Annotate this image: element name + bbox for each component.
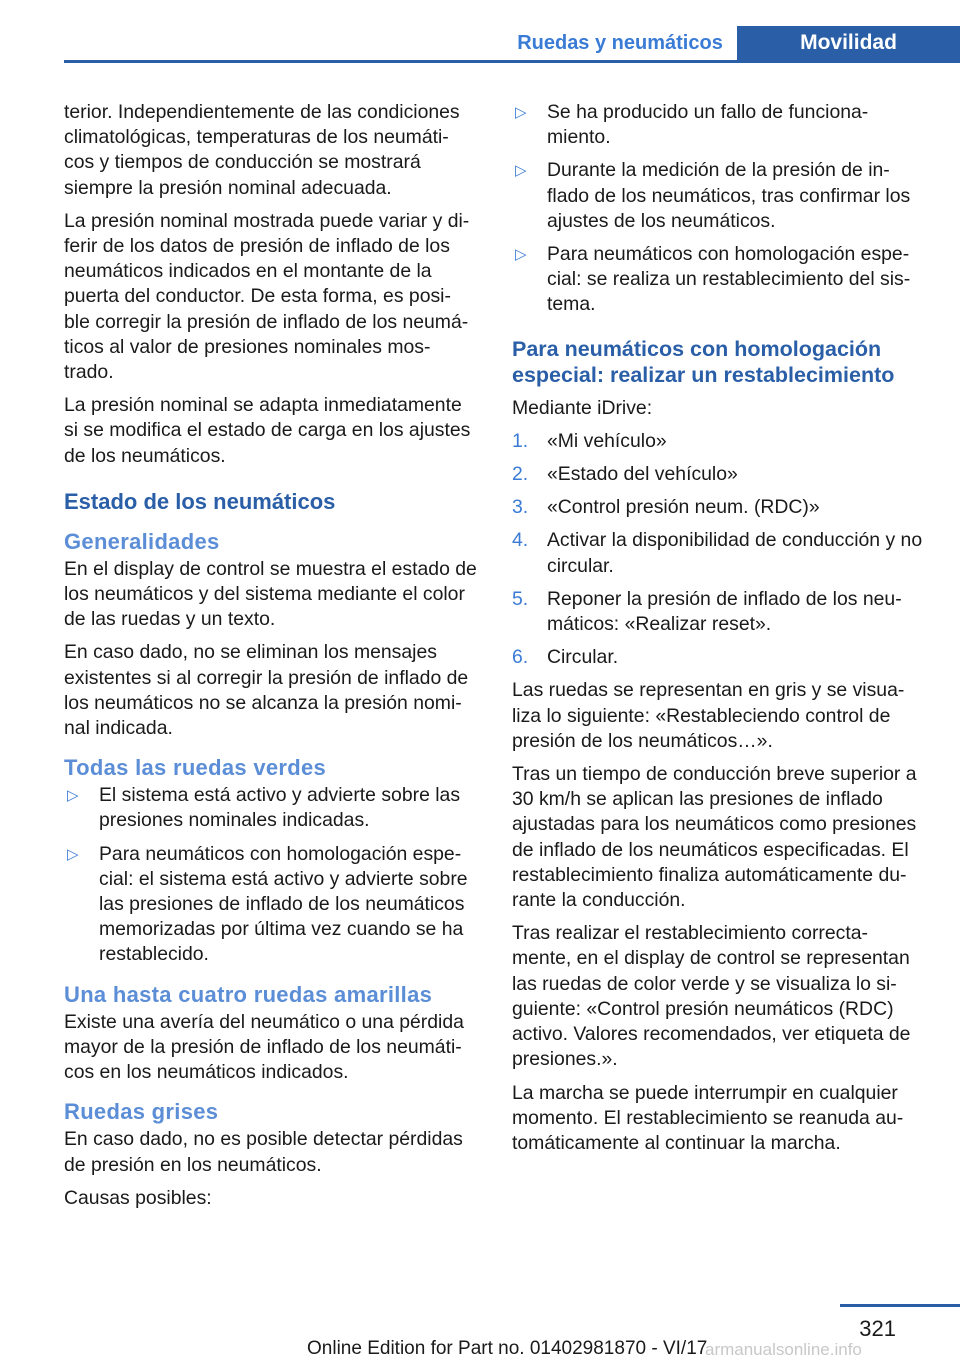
header-section-tab: Ruedas y neumáticos	[517, 32, 723, 54]
list-item: ▷ Se ha producido un fallo de funciona‐ miento.	[515, 101, 869, 149]
triangle-bullet-icon: ▷	[515, 246, 527, 264]
paragraph: Las ruedas se representan en gris y se visua‐ liza lo siguiente: «Restableciendo control de presión de los neumáticos…».	[512, 679, 905, 752]
step-item: 5. Reponer la presión de inflado de los neu‐ máticos: «Realizar reset».	[512, 587, 902, 636]
verdes-list	[64, 783, 480, 967]
left-column	[64, 100, 480, 1219]
step-number: 4.	[512, 529, 529, 552]
triangle-bullet-icon: ▷	[515, 104, 527, 121]
header-rule	[64, 60, 960, 63]
triangle-bullet-icon: ▷	[515, 162, 527, 180]
header-chapter-tab: Movilidad	[737, 26, 960, 63]
step-number: 2.	[512, 463, 529, 486]
heading-ruedas-grises: Ruedas grises	[64, 1099, 219, 1125]
paragraph: Mediante iDrive:	[512, 396, 653, 419]
paragraph: En caso dado, no se eliminan los mensajes existentes si al corregir la presión de inflado de los neumáticos no se alcanza la presión nomi‐ nal indicada.	[64, 641, 469, 740]
list-item: ▷ Para neumáticos con homologación espe‐ cial: el sistema está activo y advierte sobre las presiones de inflado de los neumáticos memorizadas por última vez cuando se ha restablecido.	[67, 842, 468, 966]
watermark: armanualsonline.info	[705, 1340, 862, 1359]
step-number: 3.	[512, 496, 529, 519]
list-item: ▷ Durante la medición de la presión de in‐ flado de los neumáticos, tras confirmar los ajustes de los neumáticos.	[515, 159, 911, 232]
list-item: ▷ El sistema está activo y advierte sobre las presiones nominales indicadas.	[67, 784, 461, 832]
step-item: 1. «Mi vehículo»	[512, 429, 928, 454]
step-item: 3. «Control presión neum. (RDC)»	[512, 495, 928, 520]
step-item: 6. Circular.	[512, 645, 928, 670]
heading-ruedas-verdes: Todas las ruedas verdes	[64, 755, 327, 781]
paragraph: La presión nominal se adapta inmediatamente si se modifica el estado de carga en los ajustes de los neumáticos.	[64, 394, 471, 467]
paragraph: En caso dado, no es posible detectar pérdidas de presión en los neumáticos.	[64, 1128, 463, 1176]
heading-ruedas-amarillas: Una hasta cuatro ruedas amarillas	[64, 981, 433, 1007]
step-number: 1.	[512, 429, 529, 452]
edition-footer: Online Edition for Part no. 01402981870 - VI/17	[307, 1338, 708, 1359]
triangle-bullet-icon: ▷	[67, 787, 79, 805]
paragraph: Tras realizar el restablecimiento correcta‐ mente, en el display de control se representan las ruedas de color verde y se visualiza lo si‐ guiente: «Control presión neumáticos (RDC) activo. Valores recomendados, ver etiqueta de presiones.».	[512, 922, 911, 1071]
paragraph: En el display de control se muestra el estado de los neumáticos y del sistema mediante el color de las ruedas y un texto.	[64, 557, 477, 631]
list-item: ▷ Para neumáticos con homologación espe‐ cial: se realiza un restablecimiento del sis‐ tema.	[515, 243, 911, 316]
paragraph: La marcha se puede interrumpir en cualquier momento. El restablecimiento se reanuda au‐ tomáticamente al continuar la marcha.	[512, 1081, 904, 1154]
step-item: 4. Activar la disponibilidad de conducción y no circular.	[512, 529, 923, 577]
heading-estado-neumaticos: Estado de los neumáticos	[64, 488, 336, 514]
idrive-steps	[512, 429, 928, 671]
step-number: 6.	[512, 646, 529, 669]
paragraph: Existe una avería del neumático o una pérdida mayor de la presión de inflado de los neumáti‐ cos en los neumáticos indicados.	[64, 1010, 464, 1084]
heading-generalidades: Generalidades	[64, 528, 220, 554]
step-item: 2. «Estado del vehículo»	[512, 462, 928, 487]
page-number: 321	[859, 1316, 896, 1341]
paragraph: Tras un tiempo de conducción breve superior a 30 km/h se aplican las presiones de inflado ajustadas para los neumáticos como presiones de inflado de los neumáticos especificadas. El restablecimiento finaliza automáticamente du‐ rante la conducción.	[512, 763, 917, 912]
paragraph: La presión nominal mostrada puede variar y di‐ ferir de los datos de presión de inflado de los neumáticos indicados en el montante de la puerta del conductor. De esta forma, es posi‐ ble corregir la presión de inflado de los neumá‐ ticos al valor de presiones nominales mos‐ trado.	[64, 209, 470, 384]
step-number: 5.	[512, 587, 529, 610]
paragraph: Causas posibles:	[64, 1186, 212, 1209]
footer-rule	[840, 1304, 960, 1307]
right-column	[512, 100, 928, 1164]
causas-list	[512, 100, 928, 318]
triangle-bullet-icon: ▷	[67, 845, 79, 863]
paragraph: terior. Independientemente de las condiciones climatológicas, temperaturas de los neumáti‐ cos y tiempos de conducción se mostrará siempre la presión nominal adecuada.	[64, 101, 460, 199]
heading-restablecimiento: Para neumáticos con homologación especial: realizar un restablecimiento	[512, 336, 895, 387]
